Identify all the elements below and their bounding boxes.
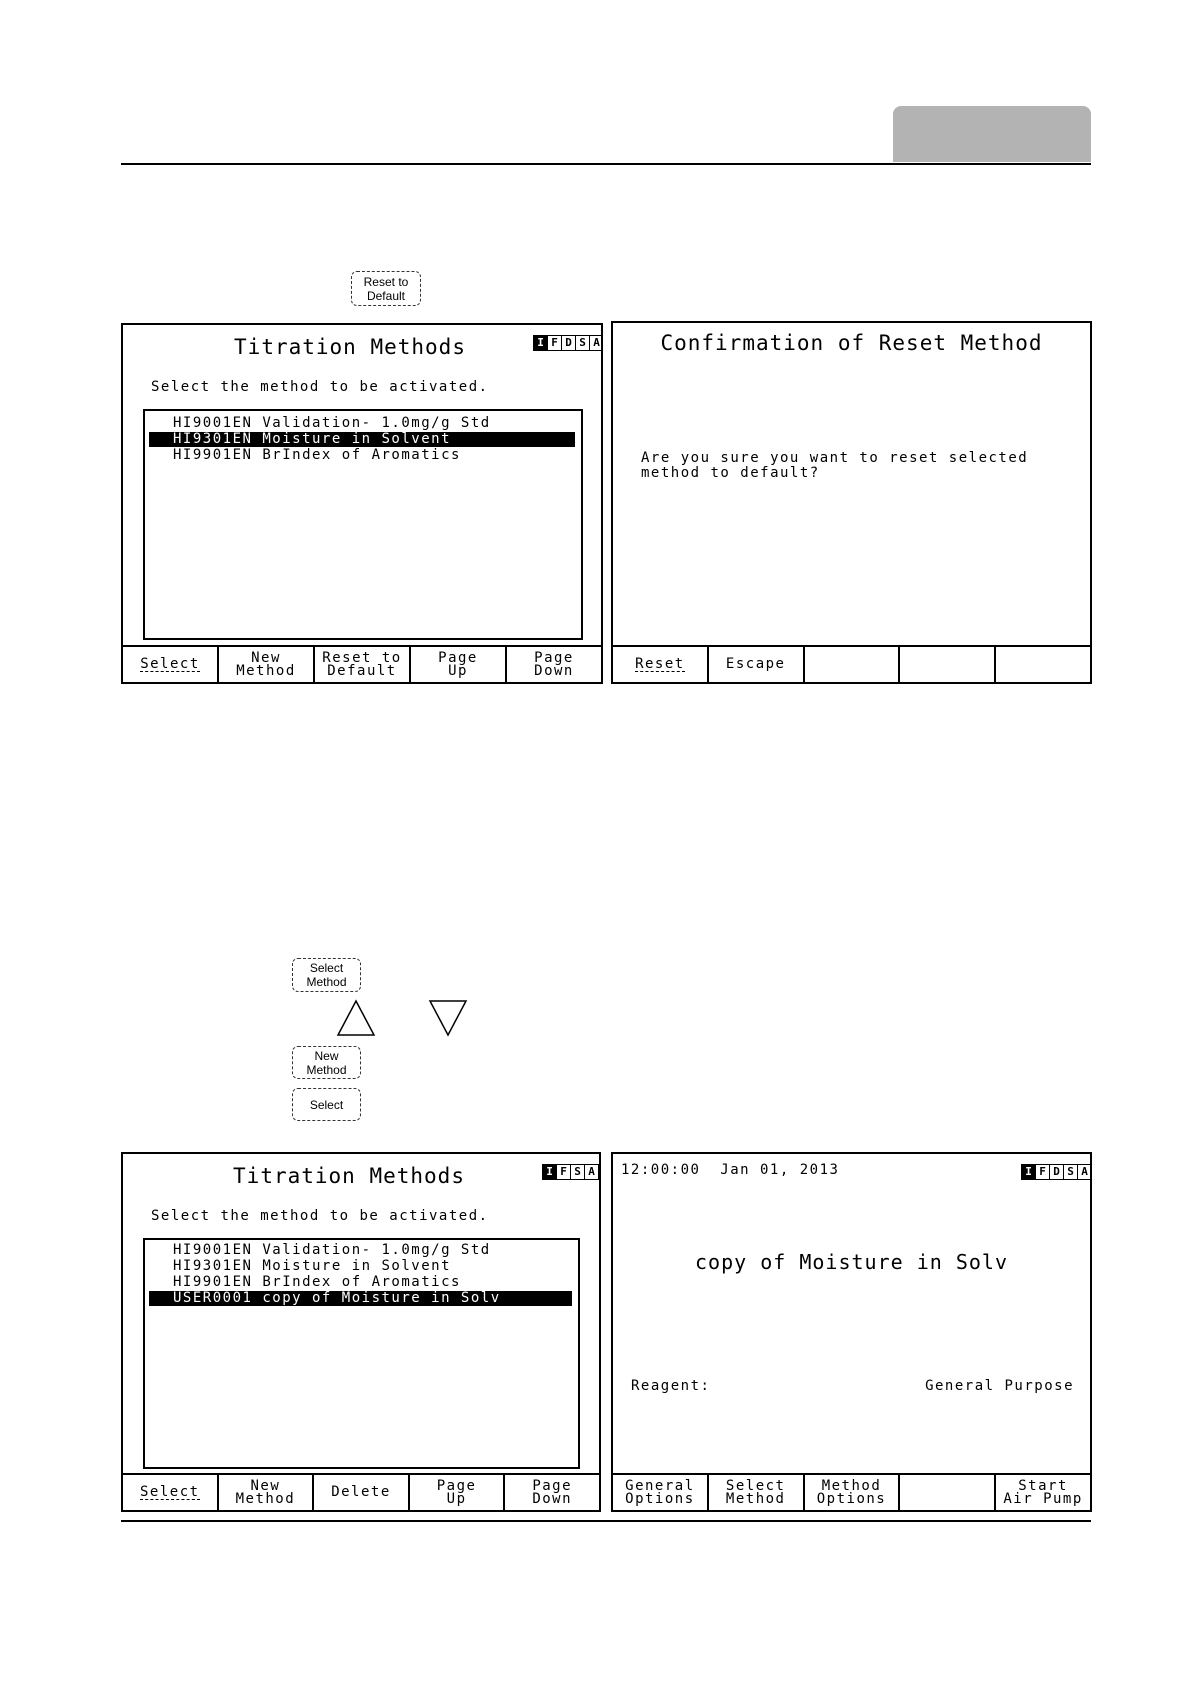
prompt-text: Select the method to be activated. — [151, 379, 489, 395]
softkey-blank[interactable] — [803, 647, 899, 682]
badge-letter: I — [543, 1165, 556, 1179]
softkey-page-up[interactable]: Page Up — [408, 1475, 504, 1510]
footer-rule — [121, 1520, 1091, 1522]
badge-letter: S — [575, 336, 589, 350]
reset-to-default-key[interactable]: Reset to Default — [351, 271, 421, 306]
softkey-method-options[interactable]: Method Options — [803, 1475, 899, 1510]
badge-letter: F — [1035, 1165, 1049, 1179]
screen-confirmation-reset — [611, 321, 1092, 684]
softkey-page-down[interactable]: Page Down — [503, 1475, 599, 1510]
list-item[interactable]: HI9901EN BrIndex of Aromatics — [173, 1274, 461, 1290]
softkey-blank[interactable] — [994, 647, 1090, 682]
softkey-escape[interactable]: Escape — [707, 647, 803, 682]
softkey-select[interactable] — [123, 647, 217, 682]
badge-letter: D — [561, 336, 575, 350]
badge-letter: A — [589, 336, 603, 350]
reagent-label: Reagent: — [631, 1378, 711, 1394]
list-item[interactable]: HI9301EN Moisture in Solvent — [173, 1258, 452, 1274]
softkey-label: Select — [140, 655, 200, 672]
prompt-text: Select the method to be activated. — [151, 1208, 489, 1224]
select-key[interactable]: Select — [292, 1088, 361, 1121]
method-list — [143, 409, 583, 640]
softkey-bar — [123, 1473, 599, 1510]
list-item[interactable]: HI9901EN BrIndex of Aromatics — [173, 447, 461, 463]
reagent-value: General Purpose — [925, 1378, 1074, 1394]
list-item-selected[interactable]: USER0001 copy of Moisture in Solv — [149, 1291, 572, 1306]
header-rule — [121, 163, 1091, 165]
down-arrow-key-icon[interactable] — [428, 999, 468, 1037]
method-list — [143, 1238, 580, 1469]
status-badge — [533, 335, 603, 351]
badge-letter: S — [570, 1165, 584, 1179]
badge-letter: I — [1022, 1165, 1035, 1179]
softkey-page-down[interactable]: Page Down — [505, 647, 601, 682]
softkey-delete[interactable]: Delete — [312, 1475, 408, 1510]
badge-letter: A — [1077, 1165, 1091, 1179]
list-item[interactable]: HI9001EN Validation- 1.0mg/g Std — [173, 1242, 491, 1258]
softkey-general-options[interactable]: General Options — [625, 1477, 695, 1507]
screen-main-method — [611, 1152, 1092, 1512]
select-method-key[interactable]: Select Method — [292, 958, 361, 992]
screen-titration-methods-1 — [121, 323, 603, 684]
softkey-bar — [613, 645, 1090, 682]
softkey-label: Select — [140, 1483, 200, 1500]
badge-letter: S — [1063, 1165, 1077, 1179]
badge-letter: A — [584, 1165, 598, 1179]
badge-letter: D — [1049, 1165, 1063, 1179]
list-item[interactable]: HI9001EN Validation- 1.0mg/g Std — [173, 415, 491, 431]
badge-letter: F — [547, 336, 561, 350]
softkey-reset[interactable] — [613, 647, 707, 682]
up-arrow-key-icon[interactable] — [336, 999, 376, 1037]
softkey-select-method[interactable]: Select Method — [707, 1475, 803, 1510]
new-method-key[interactable]: New Method — [292, 1046, 361, 1079]
softkey-start-air-pump[interactable]: Start Air Pump — [994, 1475, 1090, 1510]
softkey-bar — [123, 645, 601, 682]
datetime-text: 12:00:00 Jan 01, 2013 — [621, 1162, 840, 1178]
softkey-blank[interactable] — [898, 1475, 994, 1510]
softkey-page-up[interactable]: Page Up — [409, 647, 505, 682]
badge-letter: I — [534, 336, 547, 350]
screen-title: Confirmation of Reset Method — [660, 331, 1043, 355]
screen-title: Titration Methods — [234, 335, 466, 359]
badge-letter: F — [556, 1165, 570, 1179]
softkey-label: Reset — [635, 655, 685, 672]
screen-titration-methods-2 — [121, 1152, 601, 1512]
screen-title: Titration Methods — [233, 1164, 465, 1188]
softkey-bar — [613, 1473, 1090, 1510]
list-item-selected[interactable]: HI9301EN Moisture in Solvent — [149, 432, 575, 447]
status-badge — [1021, 1164, 1092, 1180]
method-name: copy of Moisture in Solv — [695, 1250, 1008, 1274]
header-tab — [893, 106, 1091, 162]
status-badge — [542, 1164, 599, 1180]
softkey-blank[interactable] — [898, 647, 994, 682]
softkey-new-method[interactable]: New Method — [217, 647, 313, 682]
softkey-select[interactable] — [123, 1475, 217, 1510]
softkey-new-method[interactable]: New Method — [217, 1475, 313, 1510]
confirmation-message: Are you sure you want to reset selected method to default? — [641, 450, 1029, 481]
softkey-reset-to-default[interactable]: Reset to Default — [313, 647, 409, 682]
